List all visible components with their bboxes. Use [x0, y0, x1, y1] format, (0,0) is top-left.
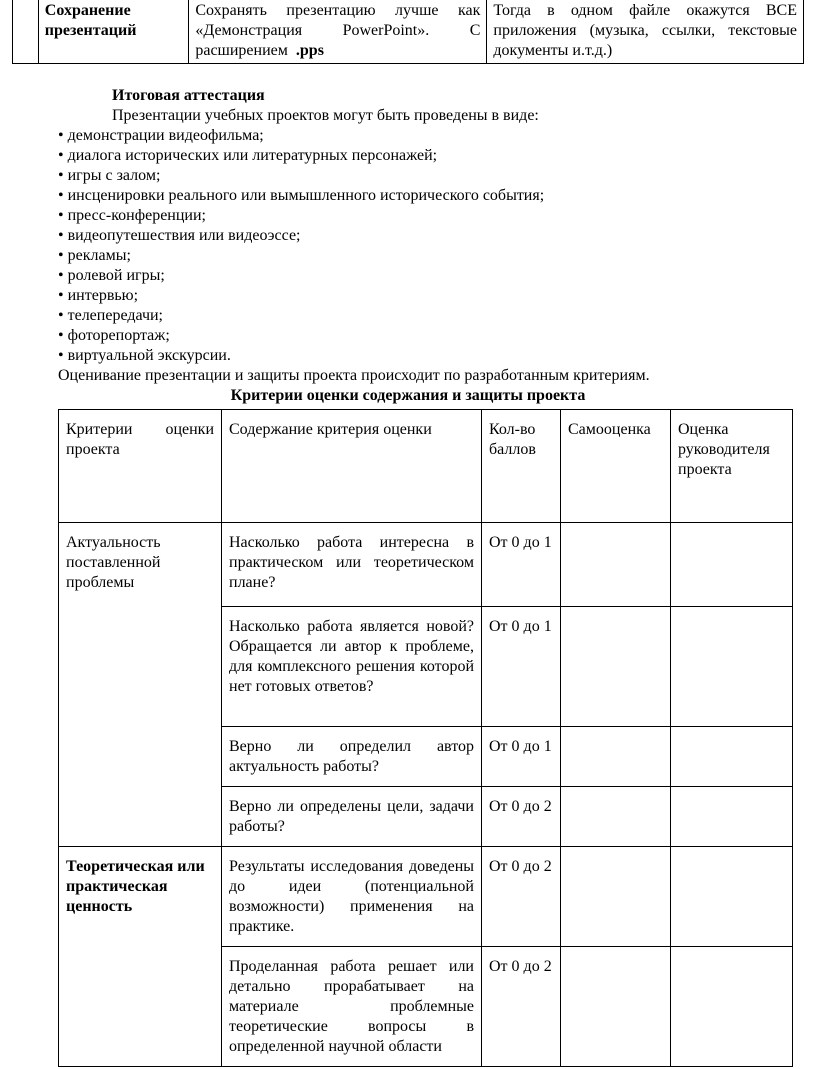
list-item: • интервью; — [58, 287, 139, 304]
content-cell: Насколько работа является новой? Обращается ли автор к проблеме, для комплексного решения которой нет готовых ответов? — [222, 607, 482, 727]
list-item: • диалога исторических или литературных персонажей; — [58, 147, 438, 164]
header-cell: Содержание критерия оценки — [222, 410, 482, 523]
header-cell: Оценка руководителя проекта — [671, 410, 793, 523]
criterion-cell: Актуальность поставленной проблемы — [59, 523, 222, 847]
table-row — [59, 847, 793, 947]
list-item: • ролевой игры; — [58, 267, 165, 284]
table-cell-note: Тогда в одном файле окажутся ВСЕ приложения (музыка, ссылки, текстовые документы и.т.д.) — [487, 0, 804, 64]
self-score-cell — [561, 787, 671, 847]
list-item: • игры с залом; — [58, 167, 161, 184]
self-score-cell — [561, 847, 671, 947]
table-header-row — [59, 410, 793, 523]
content-cell: Проделанная работа решает или детально прорабатывает на материале проблемные теоретические вопросы в определенной научной области — [222, 947, 482, 1067]
points-cell: От 0 до 2 — [482, 947, 561, 1067]
table-row — [13, 0, 804, 64]
supervisor-score-cell — [671, 727, 793, 787]
self-score-cell — [561, 727, 671, 787]
points-cell: От 0 до 2 — [482, 847, 561, 947]
top-table — [12, 0, 804, 64]
criteria-table — [58, 409, 793, 1067]
points-cell: От 0 до 1 — [482, 727, 561, 787]
self-score-cell — [561, 947, 671, 1067]
points-cell: От 0 до 1 — [482, 607, 561, 727]
content-cell: Насколько работа интересна в практическом или теоретическом плане? — [222, 523, 482, 607]
file-extension: .pps — [295, 42, 324, 59]
points-cell: От 0 до 2 — [482, 787, 561, 847]
content-cell: Верно ли определены цели, задачи работы? — [222, 787, 482, 847]
supervisor-score-cell — [671, 523, 793, 607]
table-cell-instruction — [189, 0, 487, 64]
attestation-section — [58, 86, 778, 406]
self-score-cell — [561, 607, 671, 727]
list-item: • рекламы; — [58, 247, 131, 264]
header-cell: Самооценка — [561, 410, 671, 523]
section-intro: Презентации учебных проектов могут быть проведены в виде: — [112, 107, 539, 124]
content-cell: Верно ли определил автор актуальность работы? — [222, 727, 482, 787]
criterion-cell: Теоретическая или практическая ценность — [59, 847, 222, 1067]
supervisor-score-cell — [671, 607, 793, 727]
list-item: • виртуальной экскурсии. — [58, 347, 231, 364]
table-cell-topic: Сохранение презентаций — [38, 0, 189, 64]
table-cell-empty — [13, 0, 39, 64]
bullet-list — [58, 126, 778, 366]
self-score-cell — [561, 523, 671, 607]
instruction-text: Сохранять презентацию лучше как «Демонстрация PowerPoint». С расширением — [195, 2, 481, 59]
list-item: • телепередачи; — [58, 307, 163, 324]
supervisor-score-cell — [671, 947, 793, 1067]
supervisor-score-cell — [671, 787, 793, 847]
list-item: • пресс-конференции; — [58, 207, 206, 224]
points-cell: От 0 до 1 — [482, 523, 561, 607]
table-row — [59, 523, 793, 607]
list-item: • видеопутешествия или видеоэссе; — [58, 227, 301, 244]
section-heading: Итоговая аттестация — [112, 87, 265, 104]
header-cell: Критерии оценки проекта — [59, 410, 222, 523]
supervisor-score-cell — [671, 847, 793, 947]
list-item: • инсценировки реального или вымышленного исторического события; — [58, 187, 545, 204]
list-item: • демонстрации видеофильма; — [58, 127, 264, 144]
content-cell: Результаты исследования доведены до идеи (потенциальной возможности) применения на практике. — [222, 847, 482, 947]
closing-text: Оценивание презентации и защиты проекта происходит по разработанным критериям. — [58, 367, 650, 384]
list-item: • фоторепортаж; — [58, 327, 170, 344]
header-cell: Кол-во баллов — [482, 410, 561, 523]
table-caption: Критерии оценки содержания и защиты проекта — [230, 387, 586, 404]
